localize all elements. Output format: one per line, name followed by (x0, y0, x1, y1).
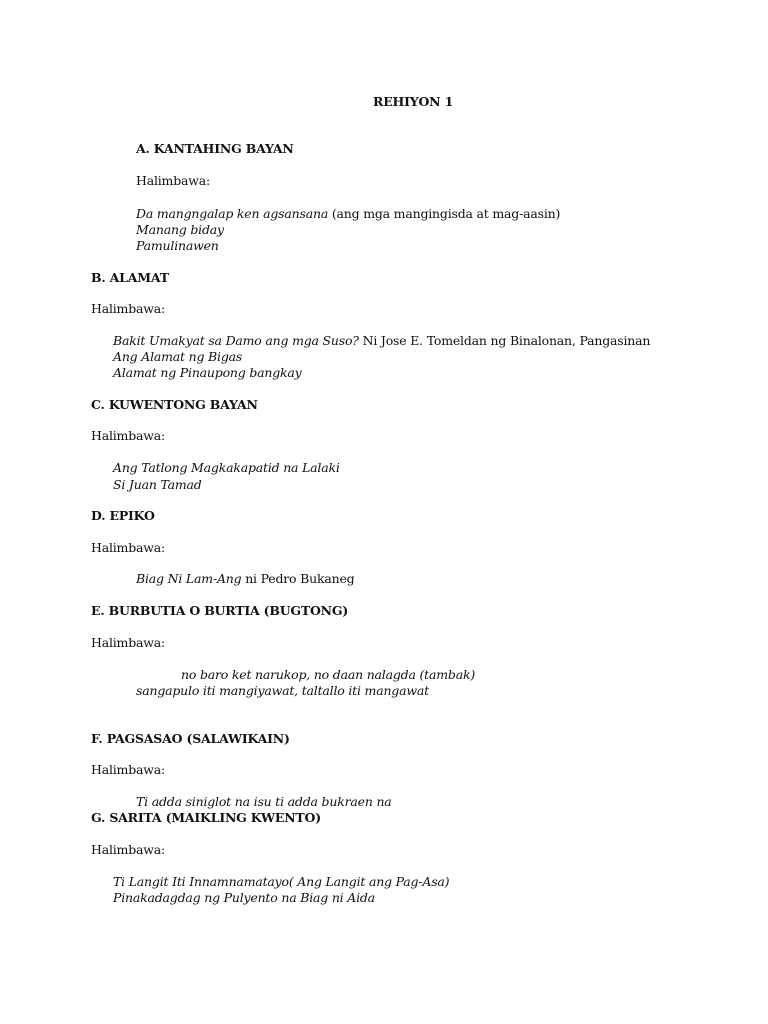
section-c-heading: C. KUWENTONG BAYAN (91, 397, 258, 412)
section-a-line2: Manang biday (136, 222, 224, 237)
section-a-line1 (136, 206, 560, 222)
section-b-line1-title: Bakit Umakyat sa Damo ang mga Suso? (113, 333, 359, 348)
section-b-line1 (113, 333, 650, 349)
section-f-label: Halimbawa: (91, 762, 166, 777)
section-b-line2: Ang Alamat ng Bigas (113, 349, 243, 364)
section-g-line1: Ti Langit Iti Innamnamatayo( Ang Langit ang Pag-Asa) (113, 874, 450, 889)
section-d-label: Halimbawa: (91, 540, 166, 555)
section-e-line2: sangapulo iti mangiyawat, taltallo iti mangawat (136, 683, 429, 698)
section-e-label: Halimbawa: (91, 635, 166, 650)
section-f-line1: Ti adda siniglot na isu ti adda bukraen na (136, 794, 392, 809)
section-f-heading: F. PAGSASAO (SALAWIKAIN) (91, 731, 290, 746)
section-a-line1-note: (ang mga mangingisda at mag-aasin) (328, 206, 561, 221)
section-c-line2: Si Juan Tamad (113, 477, 202, 492)
section-g-line2: Pinakadagdag ng Pulyento na Biag ni Aida (113, 890, 375, 905)
section-e-line1: no baro ket narukop, no daan nalagda (tambak) (181, 667, 475, 682)
section-b-line1-note: Ni Jose E. Tomeldan ng Binalonan, Pangasinan (358, 333, 651, 348)
section-e-heading: E. BURBUTIA O BURTIA (BUGTONG) (91, 603, 349, 618)
section-b-line3: Alamat ng Pinaupong bangkay (113, 365, 302, 380)
section-b-heading: B. ALAMAT (91, 270, 169, 285)
section-d-heading: D. EPIKO (91, 508, 155, 523)
section-d-line1-note: ni Pedro Bukaneg (241, 571, 355, 586)
section-a-heading: A. KANTAHING BAYAN (136, 141, 294, 156)
section-c-label: Halimbawa: (91, 428, 166, 443)
page-title: REHIYON 1 (373, 94, 454, 109)
section-a-line3: Pamulinawen (136, 238, 219, 253)
section-d-line1 (136, 571, 354, 587)
section-g-label: Halimbawa: (91, 842, 166, 857)
section-a-label: Halimbawa: (136, 173, 211, 188)
section-a-line1-title: Da mangngalap ken agsansana (136, 206, 329, 221)
section-b-label: Halimbawa: (91, 301, 166, 316)
section-d-line1-title: Biag Ni Lam-Ang (136, 571, 242, 586)
section-g-heading: G. SARITA (MAIKLING KWENTO) (91, 810, 321, 825)
section-c-line1: Ang Tatlong Magkakapatid na Lalaki (113, 460, 340, 475)
